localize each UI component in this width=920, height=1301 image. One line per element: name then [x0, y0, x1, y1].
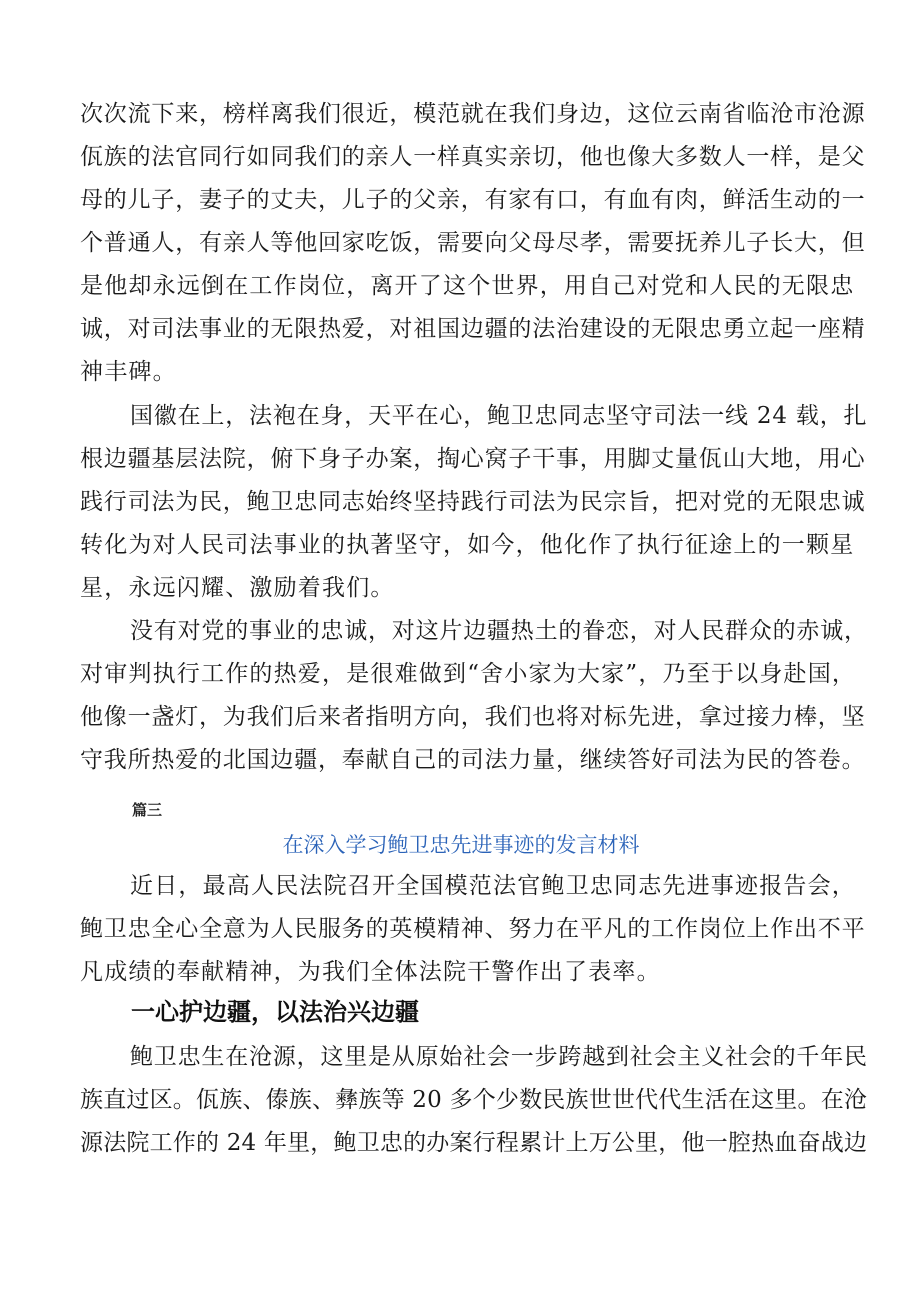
text-line: 星，永远闪耀、激励着我们。: [80, 575, 395, 601]
text-line: 次次流下来，榜样离我们很近，模范就在我们身边，这位云南省临沧市沧源: [80, 101, 866, 127]
text-line: 他像一盏灯，为我们后来者指明方向，我们也将对标先进，拿过接力棒，坚: [80, 704, 866, 730]
text-line: 根边疆基层法院，俯下身子办案，掏心窝子干事，用脚丈量佤山大地，用心: [80, 446, 866, 472]
text-line: 国徽在上，法袍在身，天平在心，鲍卫忠同志坚守司法一线 24 载，扎: [130, 403, 868, 429]
text-line: 是他却永远倒在工作岗位，离开了这个世界，用自己对党和人民的无限忠: [80, 273, 855, 299]
text-line: 个普通人，有亲人等他回家吃饭，需要向父母尽孝，需要抚养儿子长大，但: [80, 230, 866, 256]
text-line: 守我所热爱的北国边疆，奉献自己的司法力量，继续答好司法为民的答卷。: [80, 747, 866, 773]
text-line: 鲍卫忠全心全意为人民服务的英模精神、努力在平凡的工作岗位上作出不平: [80, 916, 866, 942]
text-line: 近日，最高人民法院召开全国模范法官鲍卫忠同志先进事迹报告会，: [130, 873, 856, 899]
text-line: 神丰碑。: [80, 359, 177, 385]
text-line: 鲍卫忠生在沧源，这里是从原始社会一步跨越到社会主义社会的千年民: [130, 1044, 868, 1070]
text-line: 转化为对人民司法事业的执著坚守，如今，他化作了执行征途上的一颗星: [80, 532, 855, 558]
text-line: 佤族的法官同行如同我们的亲人一样真实亲切，他也像大多数人一样，是父: [80, 144, 866, 170]
text-line: 对审判执行工作的热爱，是很难做到“舍小家为大家”，乃至于以身赴国，: [80, 661, 857, 687]
section-label: 篇三: [132, 801, 163, 819]
text-line: 没有对党的事业的忠诚，对这片边疆热土的眷恋，对人民群众的赤诚，: [130, 618, 868, 644]
section-subheading: 一心护边疆，以法治兴边疆: [131, 998, 419, 1026]
text-line: 母的儿子，妻子的丈夫，儿子的父亲，有家有口，有血有肉，鲜活生动的一: [80, 187, 866, 213]
text-line: 源法院工作的 24 年里，鲍卫忠的办案行程累计上万公里，他一腔热血奋战边: [80, 1130, 868, 1156]
text-line: 凡成绩的奉献精神，为我们全体法院干警作出了表率。: [80, 959, 661, 985]
document-title: 在深入学习鲍卫忠先进事迹的发言材料: [282, 833, 640, 857]
text-line: 族直过区。佤族、傣族、彝族等 20 多个少数民族世世代代生活在这里。在沧: [80, 1087, 868, 1113]
text-line: 践行司法为民，鲍卫忠同志始终坚持践行司法为民宗旨，把对党的无限忠诚: [80, 489, 866, 515]
text-line: 诚，对司法事业的无限热爱，对祖国边疆的法治建设的无限忠勇立起一座精: [80, 316, 866, 342]
